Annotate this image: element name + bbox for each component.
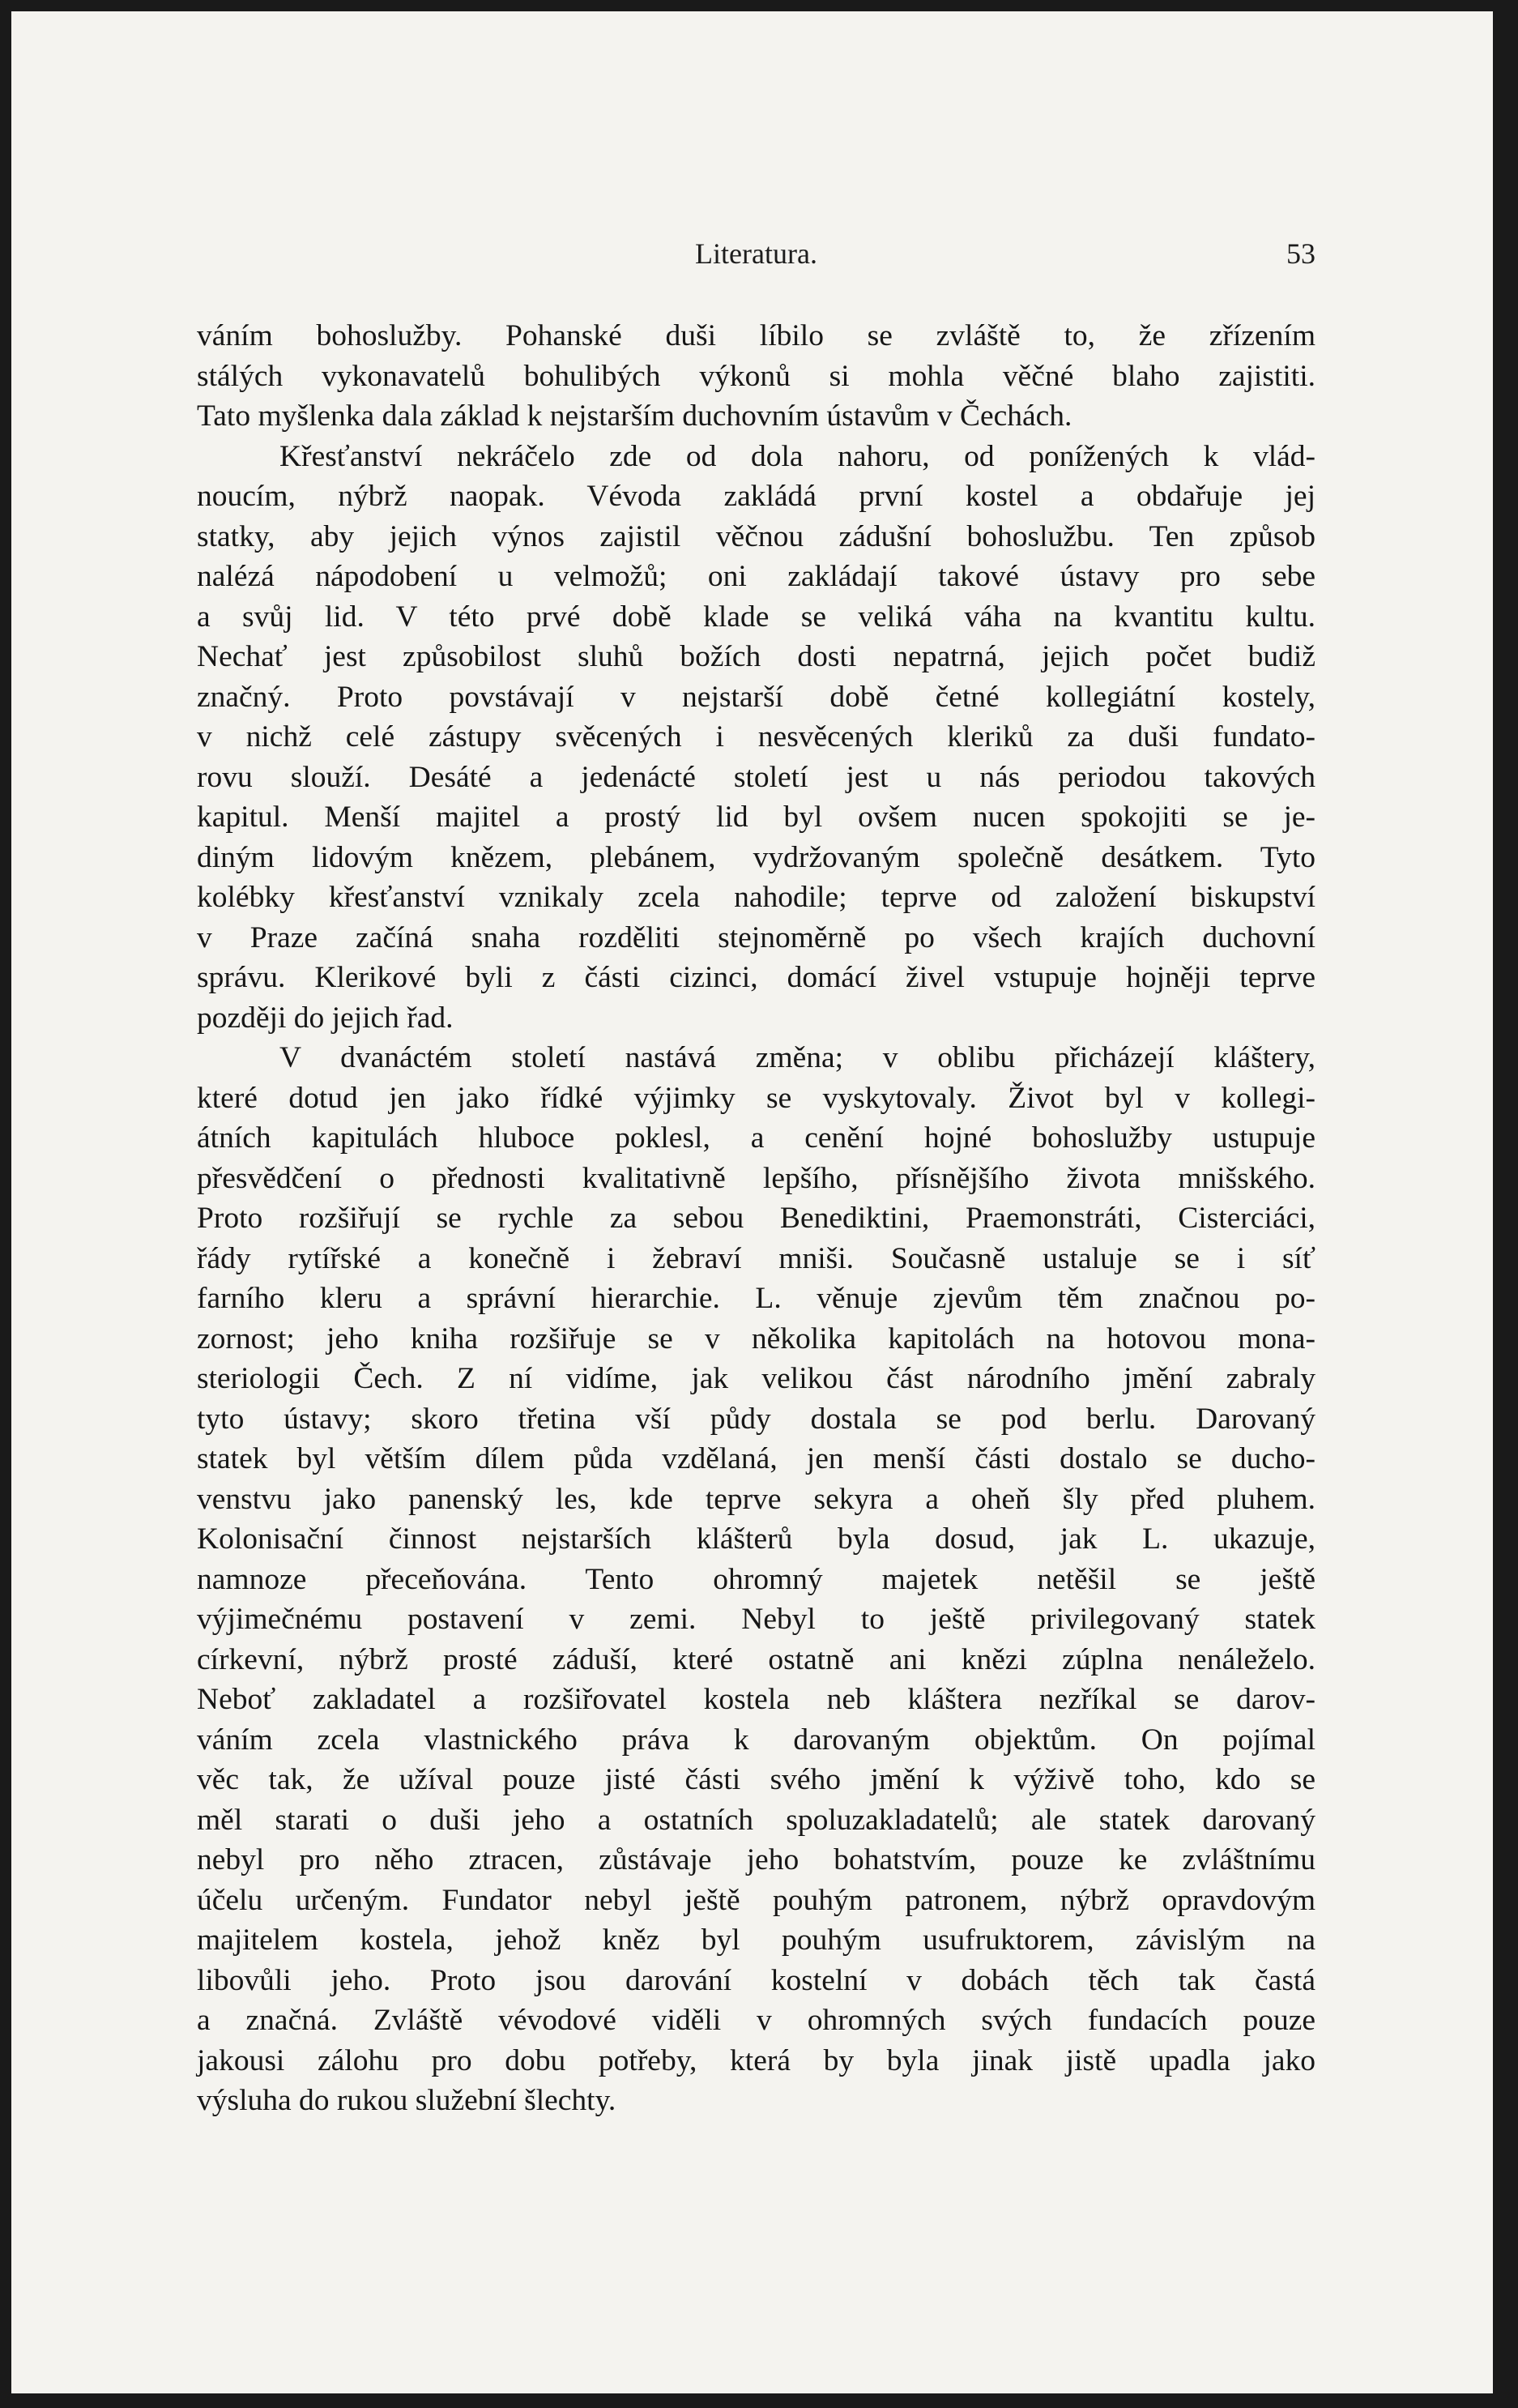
text-line: v Praze začíná snaha rozděliti stejnoměrně po všech krajích duchovní [197, 920, 1315, 954]
page-number: 53 [1286, 237, 1315, 270]
text-line: tyto ústavy; skoro třetina vší půdy dostala se pod berlu. Darovaný [197, 1402, 1315, 1436]
text-line: a značná. Zvláště vévodové viděli v ohromných svých fundacích pouze [197, 2004, 1315, 2037]
text-line: venstvu jako panenský les, kde teprve sekyra a oheň šly před pluhem. [197, 1482, 1315, 1516]
text-line: měl starati o duši jeho a ostatních spoluzakladatelů; ale statek darovaný [197, 1803, 1315, 1837]
text-line: Neboť zakladatel a rozšiřovatel kostela neb kláštera nezříkal se darov- [197, 1683, 1315, 1716]
text-line: Proto rozšiřují se rychle za sebou Benediktini, Praemonstráti, Cisterciáci, [197, 1202, 1315, 1235]
running-header [197, 237, 1315, 277]
paragraph [197, 437, 1315, 1039]
text-line: nebyl pro něho ztracen, zůstávaje jeho bohatstvím, pouze ke zvláštnímu [197, 1843, 1315, 1876]
text-line: átních kapitulách hluboce poklesl, a cenění hojné bohoslužby ustupuje [197, 1121, 1315, 1155]
text-line: váním bohoslužby. Pohanské duši líbilo se zvláště to, že zřízením [197, 319, 1315, 352]
text-line: kolébky křesťanství vznikaly zcela nahodile; teprve od založení biskupství [197, 881, 1315, 914]
text-line: Nechať jest způsobilost sluhů božích dosti nepatrná, jejich počet budiž [197, 640, 1315, 673]
text-line: správu. Klerikové byli z části cizinci, domácí živel vstupuje hojněji teprve [197, 961, 1315, 994]
paragraph [197, 316, 1315, 437]
text-line: libovůli jeho. Proto jsou darování kostelní v dobách těch tak častá [197, 1963, 1315, 1997]
text-line: V dvanáctém století nastává změna; v oblibu přicházejí kláštery, [279, 1041, 1315, 1074]
text-line: steriologii Čech. Z ní vidíme, jak velikou část národního jmění zabraly [197, 1362, 1315, 1395]
text-line: věc tak, že užíval pouze jisté části svého jmění k výživě toho, kdo se [197, 1763, 1315, 1796]
text-line: majitelem kostela, jehož kněz byl pouhým usufruktorem, závislým na [197, 1923, 1315, 1957]
running-title: Literatura. [695, 237, 817, 270]
text-line: Kolonisační činnost nejstarších klášterů byla dosud, jak L. ukazuje, [197, 1522, 1315, 1556]
text-line: noucím, nýbrž naopak. Vévoda zakládá první kostel a obdařuje jej [197, 480, 1315, 513]
body-text [197, 316, 1315, 2121]
text-line: značný. Proto povstávají v nejstarší době četné kollegiátní kostely, [197, 680, 1315, 714]
text-line: farního kleru a správní hierarchie. L. věnuje zjevům těm značnou po- [197, 1282, 1315, 1315]
text-line: později do jejich řad. [197, 1001, 454, 1035]
text-line: namnoze přeceňována. Tento ohromný majetek netěšil se ještě [197, 1562, 1315, 1596]
text-line: kapitul. Menší majitel a prostý lid byl ovšem nucen spokojiti se je- [197, 801, 1315, 834]
text-line: váním zcela vlastnického práva k darovaným objektům. On pojímal [197, 1723, 1315, 1757]
text-line: účelu určeným. Fundator nebyl ještě pouhým patronem, nýbrž opravdovým [197, 1883, 1315, 1917]
text-line: Křesťanství nekráčelo zde od dola nahoru, od ponížených k vlád- [279, 439, 1315, 473]
paragraph [197, 1038, 1315, 2121]
text-line: v nichž celé zástupy svěcených i nesvěcených kleriků za duši fundato- [197, 720, 1315, 754]
text-line: církevní, nýbrž prosté záduší, které ostatně ani knězi zúplna nenáleželo. [197, 1642, 1315, 1676]
text-line: přesvědčení o přednosti kvalitativně lepšího, přísnějšího života mnišského. [197, 1161, 1315, 1195]
text-line: řády rytířské a konečně i žebraví mniši. Současně ustaluje se i síť [197, 1241, 1315, 1275]
text-line: rovu slouží. Desáté a jedenácté století jest u nás periodou takových [197, 760, 1315, 794]
text-line: stálých vykonavatelů bohulibých výkonů si mohla věčné blaho zajistiti. [197, 359, 1315, 393]
text-line: které dotud jen jako řídké výjimky se vyskytovaly. Život byl v kollegi- [197, 1081, 1315, 1115]
book-page [11, 11, 1493, 2393]
text-line: diným lidovým knězem, plebánem, vydržovaným společně desátkem. Tyto [197, 840, 1315, 874]
text-line: statek byl větším dílem půda vzdělaná, jen menší části dostalo se ducho- [197, 1442, 1315, 1475]
text-line: statky, aby jejich výnos zajistil věčnou zádušní bohoslužbu. Ten způsob [197, 519, 1315, 553]
text-line: zornost; jeho kniha rozšiřuje se v několika kapitolách na hotovou mona- [197, 1321, 1315, 1356]
text-line: výjimečnému postavení v zemi. Nebyl to ještě privilegovaný statek [197, 1603, 1315, 1636]
text-line: a svůj lid. V této prvé době klade se veliká váha na kvantitu kultu. [197, 600, 1315, 634]
text-line: nalézá nápodobení u velmožů; oni zakládají takové ústavy pro sebe [197, 560, 1315, 593]
text-line: Tato myšlenka dala základ k nejstarším duchovním ústavům v Čechách. [197, 399, 1072, 433]
text-line: výsluha do rukou služební šlechty. [197, 2084, 616, 2117]
text-line: jakousi zálohu pro dobu potřeby, která by byla jinak jistě upadla jako [197, 2043, 1315, 2077]
